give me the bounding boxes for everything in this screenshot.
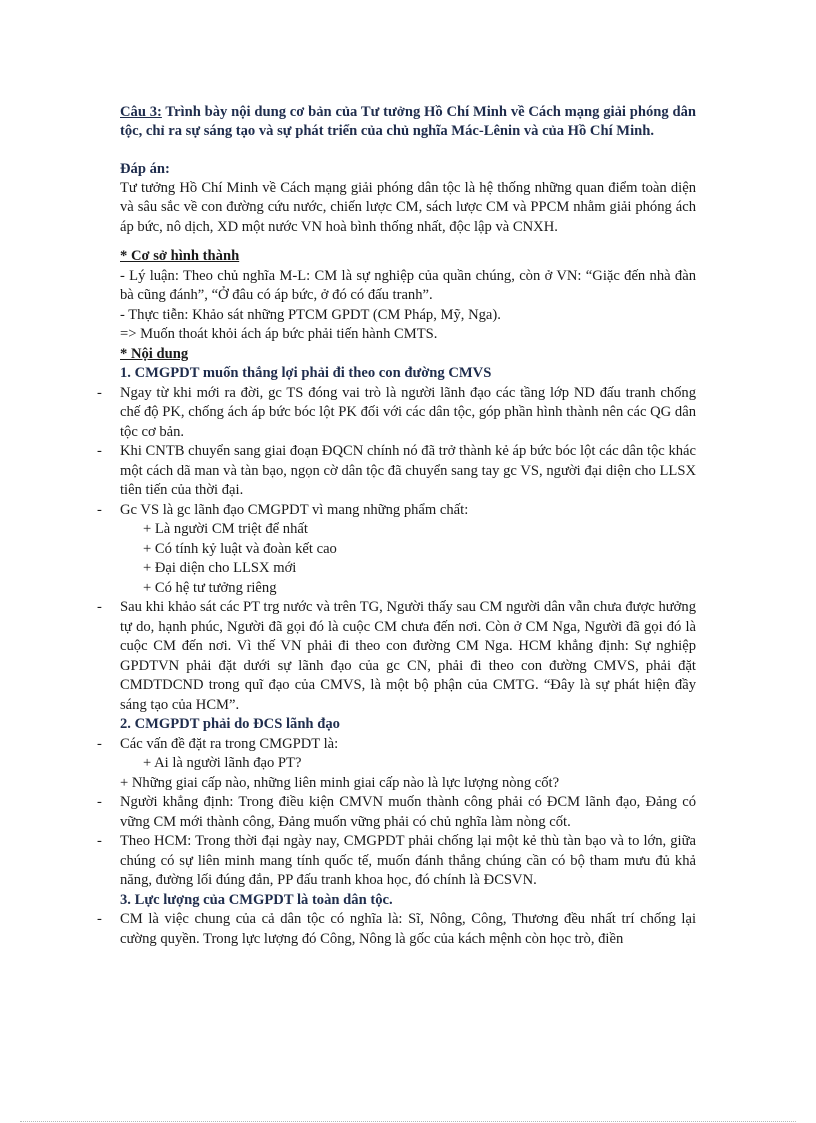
bullet-item: - Khi CNTB chuyển sang giai đoạn ĐQCN chính nó đã trở thành kẻ áp bức bóc lột các dân tộc khác một cách dã man và tàn bạo, ngọn cờ dân tộc đã chuyển sang tay gc VS, người đại diện cho LLSX tiên tiến của thời đại. xyxy=(97,443,696,499)
answer-intro: Tư tưởng Hồ Chí Minh về Cách mạng giải phóng dân tộc là hệ thống những quan điểm toàn diện và sâu sắc về con đường cứu nước, chiến lược CM, sách lược CM và PPCM nhằm giải phóng ách áp bức, nô dịch, XD một nước VN hoà bình thống nhất, độc lập và CNXH. xyxy=(120,179,696,235)
sub-item: + Có tính kỷ luật và đoàn kết cao xyxy=(143,540,337,557)
bullet-item: - Sau khi khảo sát các PT trg nước và trên TG, Người thấy sau CM người dân vẫn chưa được hưởng tự do, hạnh phúc, Người đã gọi đó là cuộc CM chưa đến nơi. Còn ở CM Nga, Người đã gọi đó là cuộc CM đến nơi. Vì thế VN phải đi theo con đường CM Nga. HCM khẳng định: Sự nghiệp GPDTVN phải đặt dưới sự lãnh đạo của gc CN, phải đi theo con đường CMVS, phải đặt CMDTDCND trong quĩ đạo của CMVS, là một bộ phận của CMTG. “Đây là sự phát hiện đầy sáng tạo của HCM”. xyxy=(97,599,696,713)
sub-item: + Có hệ tư tưởng riêng xyxy=(143,579,277,596)
sub-item: + Đại diện cho LLSX mới xyxy=(143,560,297,577)
bullet-item: - Theo HCM: Trong thời đại ngày nay, CMGPDT phải chống lại một kẻ thù tàn bạo và to lớn, giữa chúng có sự liên minh mang tính quốc tế, muốn đánh thắng chúng cần có bộ tham mưu đủ khả năng, đường lối đúng đắn, PP đấu tranh khoa học, đó chính là ĐCSVN. xyxy=(97,833,696,889)
bullet-item: - CM là việc chung của cả dân tộc có nghĩa là: Sĩ, Nông, Công, Thương đều nhất trí chống lại cường quyền. Trong lực lượng đó Công, Nông là gốc của kách mệnh còn học trò, điền xyxy=(97,911,696,947)
bullet-item: - Người khẳng định: Trong điều kiện CMVN muốn thành công phải có ĐCM lãnh đạo, Đảng có vững CM mới thành công, Đảng muốn vững phải có chủ nghĩa làm nòng cốt. xyxy=(97,794,696,830)
section-heading: 3. Lực lượng của CMGPDT là toàn dân tộc. xyxy=(120,891,393,908)
bullet-item: - Ngay từ khi mới ra đời, gc TS đóng vai trò là người lãnh đạo các tầng lớp ND đấu tranh chống chế độ PK, chống ách áp bức bóc lột PK đối với các dân tộc, góp phần hình thành nên các QG dân tộc cơ bản. xyxy=(97,384,696,440)
bullet-item: - Các vấn đề đặt ra trong CMGPDT là: xyxy=(97,735,339,752)
basis-title: * Cơ sở hình thành xyxy=(120,248,240,265)
question xyxy=(120,103,696,142)
sub-item: + Ai là người lãnh đạo PT? xyxy=(143,755,302,772)
sub-item: + Những giai cấp nào, những liên minh giai cấp nào là lực lượng nòng cốt? xyxy=(120,774,560,791)
sub-item: + Là người CM triệt để nhất xyxy=(143,521,308,538)
basis-line: - Lý luận: Theo chủ nghĩa M-L: CM là sự nghiệp của quần chúng, còn ở VN: “Giặc đến nhà đàn bà cũng đánh”, “Ở đâu có áp bức, ở đó có đấu tranh”. xyxy=(120,267,696,304)
section-heading: 1. CMGPDT muốn thắng lợi phải đi theo con đường CMVS xyxy=(120,365,492,382)
question-label: Câu 3: xyxy=(120,104,162,120)
question-text: Trình bày nội dung cơ bản của Tư tưởng Hồ Chí Minh về Cách mạng giải phóng dân tộc, chỉ ra sự sáng tạo và sự phát triển của chủ nghĩa Mác-Lênin và của Hồ Chí Minh. xyxy=(120,104,696,140)
answer-title: Đáp án: xyxy=(120,160,170,177)
bullet-item: - Gc VS là gc lãnh đạo CMGPDT vì mang những phẩm chất: xyxy=(97,501,469,518)
basis-line: - Thực tiễn: Khảo sát những PTCM GPDT (CM Pháp, Mỹ, Nga). xyxy=(120,306,501,323)
page-bottom-border xyxy=(20,1121,796,1122)
document-page xyxy=(97,103,696,949)
content-title: * Nội dung xyxy=(120,345,189,362)
section-heading: 2. CMGPDT phải do ĐCS lãnh đạo xyxy=(120,716,340,733)
basis-line: => Muốn thoát khỏi ách áp bức phải tiến hành CMTS. xyxy=(120,326,438,343)
